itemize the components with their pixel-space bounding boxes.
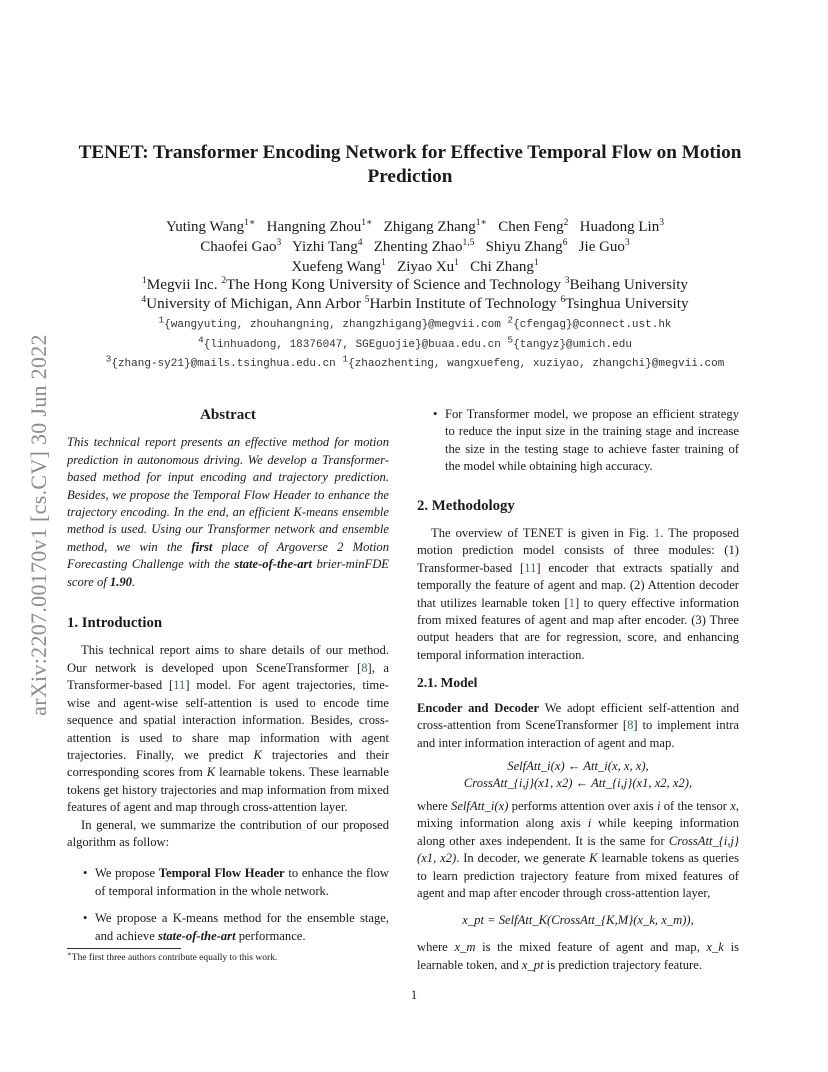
abstract-bold: 1.90 [109, 574, 132, 589]
section-heading-introduction: 1. Introduction [67, 615, 163, 632]
author-name: Chen Feng [498, 219, 564, 235]
email-address: {zhang-sy21}@mails.tsinghua.edu.cn [111, 358, 343, 370]
affiliation-mark: 1 [381, 258, 386, 268]
abstract-heading: Abstract [200, 407, 256, 423]
affiliation: Harbin Institute of Technology [369, 295, 561, 312]
affiliation-mark: 2 [507, 314, 514, 326]
paper-title: TENET: Transformer Encoding Network for Effective Temporal Flow on Motion Prediction [78, 142, 742, 187]
affiliation-mark: 3 [276, 238, 282, 248]
page-number: 1 [410, 988, 418, 1002]
affiliation-mark: 4 [141, 294, 147, 305]
affiliation-mark: 4 [357, 238, 363, 248]
list-item: • We propose Temporal Flow Header to enhance the flow of temporal information in the whole network. [67, 865, 389, 900]
citation-link[interactable]: 11 [173, 678, 186, 693]
affiliation-mark: 1∗ [244, 218, 256, 228]
author-name: Huadong Lin [579, 219, 660, 235]
author-line [70, 217, 760, 237]
author-name: Jie Guo [578, 239, 625, 255]
abstract-body: This technical report presents an effective method for motion prediction in autonomous driving. We develop a Transformer-based method for input encoding and trajectory prediction. Besides, we propose the Temporal Flow Header to enhance the trajectory encoding. In the end, an efficient K-means ensemble method is used. Using our Transformer network and ensemble method, we win the first place of Argoverse 2 Motion Forecasting Challenge with the state-of-the-art brier-minFDE score of 1.90. [67, 435, 389, 589]
affiliation: The Hong Kong University of Science and Technology [226, 276, 565, 293]
equation-attention: SelfAtt_i(x) ← Att_i(x, x, x), CrossAtt_{i,j}(x1, x2) ← Att_{i,j}(x1, x2, x2), [463, 758, 693, 790]
author-name: Shiyu Zhang [485, 239, 563, 255]
affiliation-mark: 3 [105, 353, 112, 365]
email-address: {wangyuting, zhouhangning, zhangzhigang}@megvii.com [164, 319, 508, 331]
affiliation-mark: 6 [562, 238, 568, 248]
equation-prediction-feature: x_pt = SelfAtt_K(CrossAtt_{K,M}(x_k, x_m)), [462, 913, 694, 928]
affiliation-line [70, 294, 760, 313]
email-line [40, 355, 790, 375]
citation-link[interactable]: 8 [361, 660, 368, 675]
author-name: Chi Zhang [470, 259, 534, 275]
affiliation-mark: 1∗ [361, 218, 373, 228]
email-address: {tangyz}@umich.edu [513, 338, 632, 351]
affiliation-mark: 1∗ [475, 218, 487, 228]
affiliation-list [70, 275, 760, 313]
affiliation-mark: 5 [507, 333, 514, 345]
email-line [40, 333, 790, 356]
affiliation-mark: 2 [221, 275, 227, 286]
subsection-heading-model: 2.1. Model [417, 675, 478, 691]
citation-link[interactable]: 1 [568, 595, 575, 610]
section-heading-methodology: 2. Methodology [417, 497, 515, 514]
contribution-list [67, 865, 389, 945]
abstract-bold: first [191, 539, 213, 554]
email-address: {cfengag}@connect.ust.hk [513, 319, 672, 331]
affiliation-mark: 1,5 [462, 238, 475, 248]
affiliation-mark: 1 [141, 275, 147, 286]
affiliation: Tsinghua University [565, 295, 689, 312]
author-name: Zhenting Zhao [373, 239, 463, 255]
affiliation: Megvii Inc. [146, 276, 222, 293]
affiliation-mark: 1 [158, 314, 165, 326]
list-item: • For Transformer model, we propose an efficient strategy to reduce the input size in the training stage and increase the size in the testing stage to achieve faster training of the model while obtaining high accuracy. [417, 406, 739, 476]
footnote: ∗The first three authors contribute equally to this work. [67, 949, 278, 963]
author-line [70, 237, 760, 257]
left-column [67, 406, 389, 955]
citation-link[interactable]: 11 [524, 560, 537, 575]
affiliation-mark: 3 [564, 275, 570, 286]
author-list [70, 217, 760, 277]
affiliation-line [70, 275, 760, 294]
author-name: Xuefeng Wang [291, 259, 382, 275]
affiliation-mark: 1 [454, 258, 459, 268]
affiliation-mark: 1 [533, 258, 539, 268]
prediction-feature-paragraph: where x_m is the mixed feature of agent and map, x_k is learnable token, and x_pt is prediction trajectory feature. [417, 940, 739, 972]
arxiv-id: arXiv:2207.00170v1 [cs.CV] 30 Jun 2022 [26, 334, 51, 716]
author-name: Ziyao Xu [397, 259, 455, 275]
email-list [40, 316, 790, 375]
affiliation-mark: 4 [198, 333, 204, 345]
intro-paragraph-2: In general, we summarize the contribution of our proposed algorithm as follow: [67, 817, 389, 849]
contribution-list-continued [417, 406, 739, 476]
attention-explanation-paragraph: where SelfAtt_i(x) performs attention over axis i of the tensor x, mixing information along axis i while keeping information along other axes independent. It is the same for CrossAtt_{i,j}(x1, x2). In decoder, we generate K learnable tokens as queries to learn prediction trajectory feature from mixed features of agent and map after encoder through cross-attention layer, [417, 798, 739, 900]
list-item: • We propose a K-means method for the ensemble stage, and achieve state-of-the-art performance. [67, 910, 389, 945]
right-column [417, 406, 739, 974]
author-name: Yizhi Tang [291, 239, 358, 255]
email-address: {zhaozhenting, wangxuefeng, xuziyao, zhangchi}@megvii.com [348, 358, 725, 370]
encoder-decoder-paragraph: Encoder and Decoder We adopt efficient self-attention and cross-attention from SceneTransformer [8] to implement intra and inter information interaction of agent and map. [417, 700, 740, 750]
author-name: Zhigang Zhang [383, 219, 476, 235]
affiliation: University of Michigan, Ann Arbor [146, 295, 365, 312]
email-line [40, 316, 790, 336]
citation-link[interactable]: 8 [627, 718, 634, 733]
affiliation-mark: 3 [624, 238, 630, 248]
author-line [70, 257, 760, 277]
affiliation-mark: 1 [342, 353, 349, 365]
intro-paragraph-1: This technical report aims to share details of our method. Our network is developed upon SceneTransformer [8], a Transformer-based [11] model. For agent trajectories, time-wise and agent-wise self-attention is used to encode time sequence and spatial interaction information. Besides, cross-attention is used to share map information with agent trajectories. Finally, we predict K trajectories and their corresponding scores from K learnable tokens. These learnable tokens get history trajectories and map information from mixed features of agent and map through cross-attention layer. [67, 643, 389, 815]
abstract-bold: state-of-the-art [234, 557, 312, 572]
footnote-rule [67, 948, 181, 949]
affiliation-mark: 3 [659, 218, 664, 228]
author-name: Chaofei Gao [200, 239, 277, 255]
affiliation-mark: 5 [364, 294, 370, 305]
methodology-paragraph-1: The overview of TENET is given in Fig. 1. The proposed motion prediction model consists of three modules: (1) Transformer-based [11] encoder that extracts spatially and temporally the feature of agent and map. (2) Attention decoder that utilizes learnable token [1] to query effective information from mixed features of agent and map after encoder. (3) Three output headers that are for regression, score, and enhancing temporal information interaction. [417, 526, 740, 662]
author-name: Yuting Wang [166, 219, 245, 235]
affiliation: Beihang University [569, 276, 689, 293]
affiliation-mark: 6 [560, 294, 566, 305]
email-address: {linhuadong, 18376047, SGEguojie}@buaa.edu.cn [203, 338, 508, 351]
author-name: Hangning Zhou [266, 219, 362, 235]
affiliation-mark: 2 [563, 218, 569, 228]
figure-link[interactable]: 1 [653, 526, 661, 541]
